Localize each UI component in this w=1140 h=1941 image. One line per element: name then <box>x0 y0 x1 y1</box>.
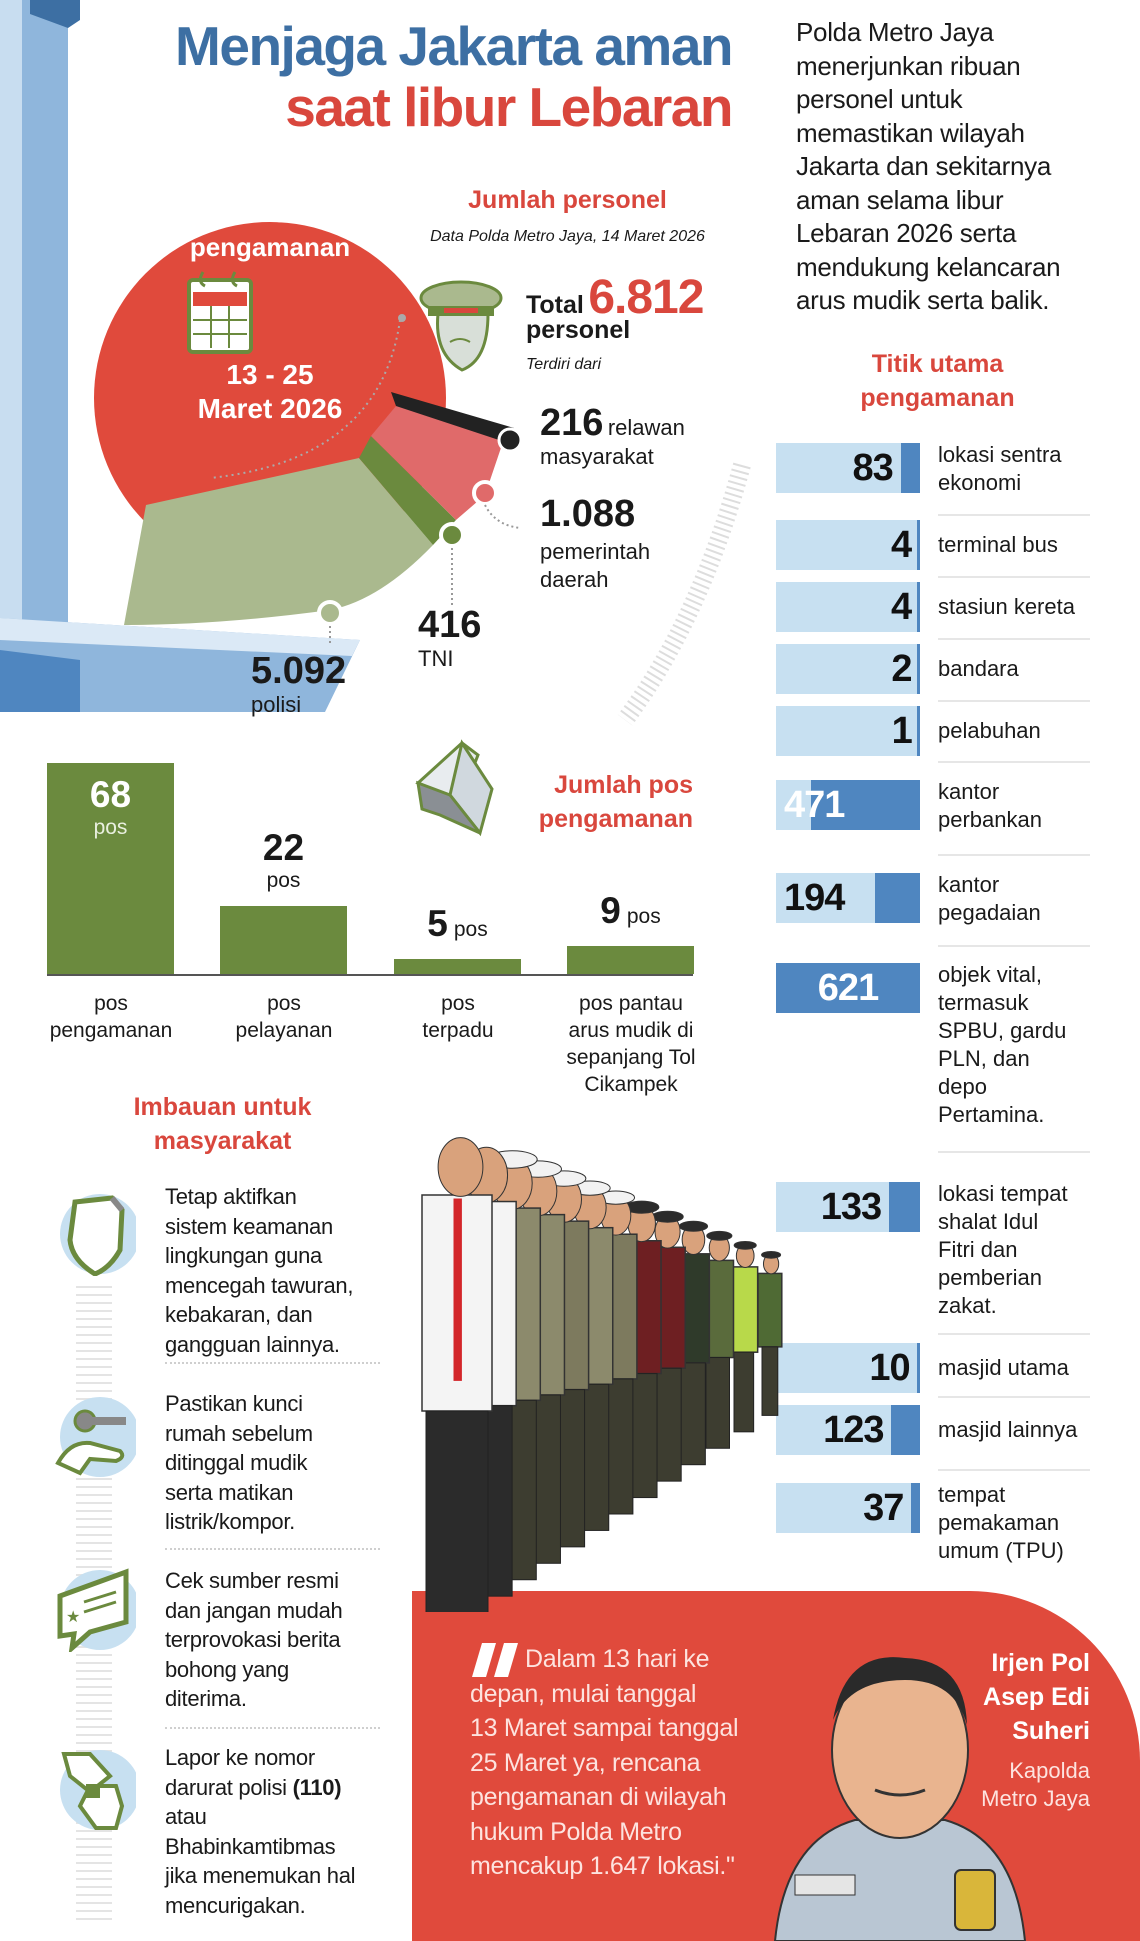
tip-line: mencurigakan. <box>165 1892 306 1918</box>
breakdown-intro: Terdiri dari <box>526 356 601 373</box>
intro-line: Lebaran 2026 serta <box>796 218 1017 248</box>
tip-text <box>165 1389 395 1537</box>
tip-line: mencegah tawuran, <box>165 1272 354 1298</box>
tip-line: lingkungan guna <box>165 1243 322 1268</box>
label-line: zakat. <box>938 1293 997 1318</box>
titik-bar <box>776 963 920 1013</box>
label-line: Cikampek <box>584 1073 678 1096</box>
group-label: daerah <box>540 567 609 592</box>
pos-category-label <box>546 990 716 1098</box>
intro-line: Jakarta dan sekitarnya <box>796 151 1051 181</box>
tip-text <box>165 1566 395 1714</box>
label-line: pemberian <box>938 1265 1042 1290</box>
marker-pemda <box>474 482 496 504</box>
divider <box>938 514 1090 516</box>
quote-line: 25 Maret ya, rencana <box>470 1748 701 1777</box>
emergency-number: (110) <box>292 1774 342 1800</box>
name-line: Suheri <box>1012 1717 1090 1745</box>
group-label: polisi <box>251 692 302 717</box>
heading-line: pengamanan <box>538 805 693 833</box>
titik-label <box>938 1354 1108 1382</box>
titik-bar-fill <box>917 644 920 694</box>
divider <box>165 1362 380 1364</box>
quote-line: pengamanan di wilayah <box>470 1783 727 1811</box>
titik-bar <box>776 644 920 694</box>
titik-label <box>938 531 1108 559</box>
quote-line: hukum Polda Metro <box>470 1817 682 1846</box>
titik-label <box>938 1416 1108 1444</box>
heading-line: Imbauan untuk <box>133 1093 312 1121</box>
name-line: Asep Edi <box>983 1683 1090 1711</box>
titik-value: 4 <box>890 586 912 628</box>
group-value: 1.088 <box>540 493 636 535</box>
quote-line: mencakup 1.647 lokasi." <box>470 1852 735 1880</box>
tip-text <box>165 1182 395 1359</box>
label-line: depo <box>938 1074 987 1099</box>
pos-bar <box>220 906 347 974</box>
titik-value: 123 <box>823 1409 884 1451</box>
marker-tni <box>441 524 463 546</box>
message-icon <box>50 1566 136 1652</box>
titik-value: 10 <box>869 1347 910 1389</box>
pos-category-label <box>26 990 196 1044</box>
tip-line: Lapor ke nomor <box>165 1745 315 1770</box>
period-title-line: Periode <box>222 198 318 228</box>
titik-bar <box>776 443 920 493</box>
tip-line: atau <box>165 1804 207 1829</box>
group-label: relawan <box>607 415 685 440</box>
intro-line: menerjunkan ribuan <box>796 50 1021 81</box>
personnel-source: Data Polda Metro Jaya, 14 Maret 2026 <box>430 228 705 245</box>
period-title-line: pengamanan <box>189 232 351 262</box>
key-hand-icon <box>50 1393 136 1479</box>
total-unit: personel <box>526 316 631 344</box>
tip-line: Pastikan kunci <box>165 1391 303 1416</box>
label-line: tempat <box>938 1482 1006 1507</box>
titik-value: 37 <box>863 1487 904 1529</box>
titik-label <box>938 1481 1108 1565</box>
person-figure <box>422 1138 492 1612</box>
pos-bar <box>394 959 521 975</box>
label-line: Fitri dan <box>938 1237 1018 1262</box>
tip-line-text: darurat polisi <box>165 1774 293 1800</box>
divider <box>165 1727 380 1729</box>
titik-label <box>938 593 1108 621</box>
tip-line: Tetap aktifkan <box>165 1184 297 1209</box>
group-value: 416 <box>418 604 482 646</box>
label-line: masjid utama <box>938 1355 1069 1380</box>
group-polisi <box>251 651 346 719</box>
role-line: Metro Jaya <box>981 1786 1090 1811</box>
heading-line: Jumlah pos <box>554 771 693 799</box>
quote-line: depan, mulai tanggal <box>470 1679 697 1708</box>
pos-value-number: 68 <box>89 774 132 816</box>
titik-bar <box>776 520 920 570</box>
label-line: kantor <box>938 872 1000 897</box>
group-label: TNI <box>418 646 454 671</box>
group-value: 216 <box>540 402 604 444</box>
pos-value-unit: pos <box>626 905 661 929</box>
divider <box>938 1151 1090 1153</box>
heading-line: masyarakat <box>153 1127 292 1155</box>
tip-line: kebakaran, dan <box>165 1302 313 1327</box>
titik-value: 2 <box>891 648 912 690</box>
svg-text:★: ★ <box>66 1609 81 1626</box>
label-line: arus mudik di <box>568 1019 694 1042</box>
tip-line: diterima. <box>165 1686 247 1711</box>
pos-heading <box>480 768 693 836</box>
heading-line: Titik utama <box>871 350 1004 378</box>
titik-value: 83 <box>852 447 893 489</box>
intro-paragraph <box>796 16 1126 318</box>
label-line: PLN, dan <box>938 1046 1030 1071</box>
personnel-fan-chart <box>0 0 780 760</box>
name-line: Irjen Pol <box>991 1649 1090 1677</box>
marker-polisi <box>319 602 341 624</box>
titik-bar-fill <box>917 706 920 756</box>
pos-value-number: 22 <box>262 826 305 868</box>
speaker-name <box>890 1646 1090 1748</box>
titik-bar <box>776 582 920 632</box>
heading-line: pengamanan <box>860 384 1015 412</box>
quote-text <box>470 1642 790 1884</box>
label-line: bandara <box>938 656 1019 681</box>
role-line: Kapolda <box>1009 1758 1090 1783</box>
label-line: Pertamina. <box>938 1102 1045 1127</box>
imbauan-heading <box>90 1090 355 1158</box>
titik-heading <box>820 347 1055 415</box>
pos-value-number: 5 <box>427 902 448 944</box>
divider <box>938 945 1090 947</box>
label-line: termasuk <box>938 990 1029 1015</box>
tip-line: dan jangan mudah <box>165 1597 343 1623</box>
period-date-line: Maret 2026 <box>197 393 343 424</box>
titik-value: 194 <box>784 877 845 919</box>
titik-bar-fill <box>889 1182 920 1232</box>
tip-line: listrik/kompor. <box>165 1509 295 1534</box>
quote-line: Dalam 13 hari ke <box>525 1645 710 1673</box>
period-date-line: 13 - 25 <box>226 359 314 390</box>
label-line: stasiun kereta <box>938 594 1075 619</box>
tip-text <box>165 1743 395 1920</box>
total-label: Total <box>526 291 584 319</box>
tip-line: jika menemukan hal <box>165 1863 356 1888</box>
divider <box>938 854 1090 856</box>
group-value: 5.092 <box>251 650 347 692</box>
label-line: terminal bus <box>938 532 1058 557</box>
titik-label <box>938 441 1108 497</box>
quote-line: 13 Maret sampai tanggal <box>470 1714 739 1742</box>
label-line: masjid lainnya <box>938 1417 1078 1442</box>
titik-value: 471 <box>784 784 845 826</box>
title-line-2: saat libur Lebaran <box>285 76 732 138</box>
intro-line: personel untuk <box>796 84 963 114</box>
pos-bar-value <box>47 775 174 841</box>
titik-bar-fill <box>901 443 920 493</box>
label-line: objek vital, <box>938 962 1042 987</box>
group-label: pemerintah <box>540 539 651 564</box>
titik-label <box>938 961 1108 1129</box>
pos-bar-value <box>220 828 347 894</box>
marker-relawan <box>499 429 521 451</box>
titik-label <box>938 655 1108 683</box>
group-relawan <box>540 403 685 471</box>
titik-bar-fill <box>891 1405 920 1455</box>
titik-value: 1 <box>891 710 912 752</box>
report-icon <box>50 1746 136 1832</box>
label-line: terpadu <box>422 1019 494 1042</box>
intro-line: Polda Metro Jaya <box>796 17 994 47</box>
tip-line: rumah sebelum <box>165 1420 313 1446</box>
divider <box>938 700 1090 702</box>
label-line: sepanjang Tol <box>566 1046 696 1069</box>
pos-bar-value <box>567 891 694 931</box>
intro-line: mendukung kelancaran <box>796 251 1061 282</box>
personnel-heading: Jumlah personel <box>468 186 667 214</box>
intro-line: aman selama libur <box>796 184 1004 215</box>
label-line: pegadaian <box>938 900 1041 925</box>
label-line: pos <box>441 992 475 1015</box>
tip-line: gangguan lainnya. <box>165 1331 340 1357</box>
label-line: pengamanan <box>49 1019 173 1042</box>
pos-value-unit: pos <box>453 917 488 941</box>
shield-icon <box>50 1190 136 1276</box>
label-line: perbankan <box>938 807 1042 832</box>
label-line: lokasi tempat <box>938 1181 1068 1206</box>
titik-bar <box>776 873 920 923</box>
titik-bar <box>776 780 920 830</box>
pos-chart-baseline <box>47 974 693 976</box>
person-figure <box>758 1252 782 1416</box>
label-line: lokasi sentra <box>938 442 1062 467</box>
titik-bar-fill <box>875 873 920 923</box>
intro-line: arus mudik serta balik. <box>796 285 1050 315</box>
label-line: shalat Idul <box>938 1209 1039 1234</box>
label-line: pemakaman <box>938 1510 1060 1535</box>
label-line: pelayanan <box>235 1019 333 1042</box>
pos-bar <box>567 946 694 974</box>
tip-line: Bhabinkamtibmas <box>165 1833 336 1859</box>
label-line: kantor <box>938 779 1000 804</box>
label-line: ekonomi <box>938 470 1022 495</box>
tip-line: terprovokasi berita <box>165 1627 341 1652</box>
pos-category-label <box>373 990 543 1044</box>
personnel-lineup-illustration <box>412 1112 832 1612</box>
titik-bar-fill <box>917 520 920 570</box>
divider <box>938 761 1090 763</box>
tip-line: ditinggal mudik <box>165 1450 308 1475</box>
titik-label <box>938 717 1108 745</box>
titik-value: 4 <box>890 524 912 566</box>
titik-bar-fill <box>911 1483 920 1533</box>
label-line: umum (TPU) <box>938 1538 1064 1563</box>
speaker-role <box>890 1757 1090 1813</box>
divider <box>938 1396 1090 1398</box>
titik-bar-fill <box>917 582 920 632</box>
titik-value: 133 <box>820 1186 882 1228</box>
label-line: SPBU, gardu <box>938 1018 1067 1043</box>
group-label: masyarakat <box>540 444 654 469</box>
group-pemerintah-daerah <box>540 494 650 594</box>
tip-line <box>165 1773 395 1803</box>
divider <box>938 1469 1090 1471</box>
tip-line: serta matikan <box>165 1479 294 1505</box>
pos-category-label <box>199 990 369 1044</box>
label-line: pelabuhan <box>938 718 1041 743</box>
label-line: pos pantau <box>579 992 683 1015</box>
pos-value-number: 9 <box>600 890 621 932</box>
pos-bar-value <box>394 904 521 944</box>
tip-line: sistem keamanan <box>165 1213 333 1239</box>
label-line: pos <box>267 992 301 1015</box>
divider <box>938 576 1090 578</box>
titik-label <box>938 778 1108 834</box>
divider <box>938 638 1090 640</box>
titik-label <box>938 1180 1108 1320</box>
total-value: 6.812 <box>588 271 704 324</box>
label-line: pos <box>94 992 128 1015</box>
titik-value: 621 <box>817 967 879 1009</box>
group-tni <box>418 605 481 673</box>
titik-bar-fill <box>917 1343 920 1393</box>
titik-label <box>938 871 1108 927</box>
pos-value-unit: pos <box>93 816 128 840</box>
titik-bar <box>776 706 920 756</box>
divider <box>938 1333 1090 1335</box>
divider <box>165 1548 380 1550</box>
tip-line: Cek sumber resmi <box>165 1568 339 1593</box>
title-line-1: Menjaga Jakarta aman <box>175 15 732 77</box>
intro-line: memastikan wilayah <box>796 117 1025 148</box>
tip-line: bohong yang <box>165 1656 289 1682</box>
pos-value-unit: pos <box>266 868 301 892</box>
